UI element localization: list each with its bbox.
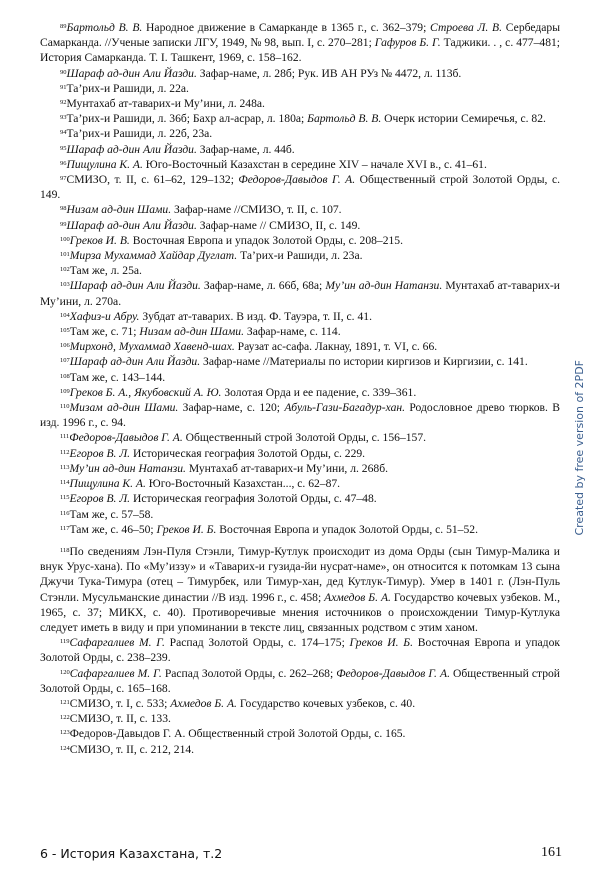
- footnote-95: [40, 142, 560, 157]
- footnote-108: [40, 370, 560, 385]
- citation-text: По сведениям Лэн-Пуля Стэнли, Тимур-Кутлук происходит из дома Орды (сын Тимур-Малика и внук Урус-хана). По «Му’иззу» и «Таварих-и гузида-йи нусрат-наме», он относится к потомкам 13 сына Джучи Тука-Тимура (отец – Тимурбек, или Тимур-хан, дед Кутлук-Тимур). Умер в 1401 г. (Лэн-Пуль Стэнли. Мусульманские династии //В изд. 1996 г., с. 458;: [40, 544, 560, 604]
- citation-text: Мунтахаб ат-таварих-и Му’ини, л. 268б.: [185, 461, 388, 475]
- citation-text: Восточная Европа и упадок Золотой Орды, с. 208–215.: [129, 233, 404, 247]
- citation-text: Зафар-наме // СМИЗО, II, с. 149.: [196, 218, 361, 232]
- author-citation: Шараф ад-дин Али Йазди.: [69, 279, 201, 293]
- citation-text: Историческая география Золотой Орды, с. 47–48.: [130, 492, 377, 506]
- footnote-120: [40, 666, 560, 696]
- footnote-97: [40, 172, 560, 202]
- footnote-number: 89: [60, 23, 67, 30]
- citation-text: Зафар-наме, л. 28б; Рук. ИВ АН РУз № 4472, л. 113б.: [196, 66, 462, 80]
- citation-text: СМИЗО, т. II, с. 133.: [69, 712, 171, 726]
- citation-text: Там же, л. 25а.: [69, 264, 142, 278]
- citation-text: Сербедары Самарканда. //Ученые записки ЛГУ, 1949, № 98, вып. I, с. 270–281;: [40, 21, 560, 50]
- author-citation: Хафиз-и Абру.: [69, 309, 140, 323]
- author-citation: Бартольд В. В.: [307, 112, 382, 126]
- footnote-number: 106: [60, 342, 70, 350]
- footnote-121: [40, 696, 560, 711]
- citation-text: Там же, с. 143–144.: [69, 370, 166, 384]
- citation-text: СМИЗО, т. I, с. 533;: [69, 696, 171, 710]
- footnote-123: [40, 726, 560, 741]
- citation-text: Зафар-наме, л. 66б, 68а;: [200, 279, 326, 293]
- citation-text: Распад Золотой Орды, с. 174–175;: [164, 636, 350, 650]
- footnote-93: [40, 111, 560, 126]
- footnote-number: 97: [60, 175, 67, 183]
- citation-text: Общественный строй Золотой Орды, с. 149.: [40, 173, 560, 202]
- footnote-124: [40, 742, 560, 757]
- author-citation: Мирза Мухаммад Хайдар Дуглат.: [69, 249, 238, 263]
- footnote-number: 108: [60, 372, 70, 380]
- citation-text: Очерк истории Семиречья, с. 82.: [381, 112, 546, 126]
- citation-text: Та’рих-и Рашиди, л. 36б; Бахр ал-асрар, л. 180а;: [66, 112, 308, 126]
- author-citation: Шараф ад-дин Али Йазди.: [66, 142, 197, 156]
- citation-text: Зафар-наме, с. 114.: [244, 325, 341, 339]
- citation-text: Федоров-Давыдов Г. А. Общественный строй Золотой Орды, с. 165.: [69, 727, 406, 741]
- footnote-92: [40, 96, 560, 111]
- footnote-102: [40, 263, 560, 278]
- author-citation: Бартольд В. В.: [66, 21, 143, 34]
- footnote-119: [40, 635, 560, 665]
- citation-text: Юго-Восточный Казахстан..., с. 62–87.: [145, 477, 341, 491]
- citation-text: Та’рих-и Рашиди, л. 22а.: [66, 81, 189, 95]
- footnote-99: [40, 218, 560, 233]
- citation-text: Там же, с. 71;: [69, 325, 140, 339]
- page-number: 161: [541, 845, 562, 860]
- footnote-number: 99: [60, 220, 67, 228]
- footnote-number: 107: [60, 357, 70, 365]
- citation-text: Родословное древо тюрков. В изд. 1996 г., с. 94.: [40, 401, 560, 430]
- footnote-104: [40, 309, 560, 324]
- footnote-number: 98: [60, 205, 67, 213]
- footnote-number: 91: [60, 83, 67, 91]
- footnote-94: [40, 126, 560, 141]
- footnote-number: 94: [60, 129, 67, 137]
- footnote-114: [40, 476, 560, 491]
- footnote-number: 90: [60, 68, 67, 76]
- citation-text: СМИЗО, т. II, с. 212, 214.: [69, 742, 195, 756]
- footnote-90: [40, 66, 560, 81]
- citation-text: Зафар-наме //Материалы по истории киргизов и Киргизии, с. 141.: [200, 355, 528, 369]
- author-citation: Мизам ад-дин Шами.: [69, 401, 179, 415]
- footnote-number: 120: [60, 668, 70, 676]
- footnote-number: 101: [60, 251, 70, 259]
- citation-text: Народное движение в Самарканде в 1365 г., с. 362–379;: [142, 21, 431, 34]
- citation-text: Зафар-наме, с. 120;: [178, 401, 285, 415]
- footnote-118: [40, 544, 560, 635]
- footnote-number: 124: [60, 744, 70, 752]
- author-citation: Пищулина К. А.: [69, 477, 146, 491]
- author-citation: Му’ин ад-дин Натанзи.: [69, 461, 186, 475]
- footnote-number: 110: [60, 403, 70, 411]
- footnote-117: [40, 522, 560, 537]
- author-citation: Федоров-Давыдов Г. А.: [69, 431, 183, 445]
- author-citation: Греков И. Б.: [349, 636, 414, 650]
- citation-text: Мунтахаб ат-таварих-и Му’ини, л. 270а.: [40, 279, 561, 308]
- citation-text: Там же, с. 46–50;: [69, 522, 157, 536]
- citation-text: Там же, с. 57–58.: [69, 507, 154, 521]
- footnotes-block: [40, 20, 560, 757]
- footnote-number: 111: [60, 433, 70, 441]
- author-citation: Сафаргалиев М. Г.: [69, 636, 165, 650]
- footnote-116: [40, 507, 560, 522]
- citation-text: Восточная Европа и упадок Золотой Орды, с. 51–52.: [216, 522, 478, 536]
- footnote-107: [40, 354, 560, 369]
- citation-text: Государство кочевых узбеков. М., 1965, с. 37; МИКХ, с. 40). Противоречивые мнения источников о происхождении Тимур-Кутлука следует иметь в виду и при упоминании в тексте лиц, связанных родством с этим ханом.: [40, 590, 560, 634]
- footnote-number: 96: [60, 159, 67, 167]
- citation-text: Зафар-наме, л. 44б.: [196, 142, 295, 156]
- author-citation: Шараф ад-дин Али Йазди.: [66, 218, 197, 232]
- author-citation: Шараф ад-дин Али Йазди.: [66, 66, 197, 80]
- author-citation: Греков И. Б.: [156, 522, 217, 536]
- footnote-110: [40, 400, 560, 430]
- author-citation: Мирхонд, Мухаммад Хавенд-шах.: [69, 340, 235, 354]
- author-citation: Егоров В. Л.: [69, 492, 131, 506]
- footnote-number: 123: [60, 729, 70, 737]
- footnote-number: 102: [60, 266, 70, 274]
- footnote-96: [40, 157, 560, 172]
- citation-text: Распад Золотой Орды, с. 262–268;: [161, 666, 337, 680]
- citation-text: Государство кочевых узбеков, с. 40.: [236, 696, 416, 710]
- footnote-89: [40, 20, 560, 66]
- running-footer: 6 - История Казахстана, т.2: [40, 846, 223, 861]
- footnote-98: [40, 202, 560, 217]
- author-citation: Ахмедов Б. А.: [324, 590, 391, 604]
- author-citation: Шараф ад-дин Али Йазди.: [69, 355, 201, 369]
- author-citation: Абуль-Гази-Багадур-хан.: [284, 401, 406, 415]
- footnote-113: [40, 461, 560, 476]
- footnote-number: 105: [60, 327, 70, 335]
- author-citation: Федоров-Давыдов Г. А.: [336, 666, 450, 680]
- footnote-122: [40, 711, 560, 726]
- footnote-number: 115: [60, 494, 70, 502]
- citation-text: Раузат ас-сафа. Лакнау, 1891, т. VI, с. 66.: [234, 340, 438, 354]
- footnote-109: [40, 385, 560, 400]
- author-citation: Му’ин ад-дин Натанзи.: [325, 279, 443, 293]
- author-citation: Ахмедов Б. А.: [170, 696, 237, 710]
- footnote-91: [40, 81, 560, 96]
- citation-text: СМИЗО, т. II, с. 61–62, 129–132;: [66, 173, 239, 187]
- footnote-number: 104: [60, 311, 70, 319]
- footnote-105: [40, 324, 560, 339]
- footnote-number: 93: [60, 114, 67, 122]
- citation-text: Историческая география Золотой Орды, с. 229.: [130, 446, 366, 460]
- citation-text: Мунтахаб ат-таварих-и Му’ини, л. 248а.: [66, 97, 265, 111]
- footnote-number: 114: [60, 479, 70, 487]
- footnote-101: [40, 248, 560, 263]
- citation-text: Та’рих-и Рашиди, л. 22б, 23а.: [66, 127, 213, 141]
- footnote-number: 113: [60, 463, 70, 471]
- watermark: Created by free version of 2PDF: [573, 360, 586, 536]
- author-citation: Греков И. В.: [69, 233, 130, 247]
- footnote-number: 119: [60, 638, 70, 646]
- footnote-number: 100: [60, 235, 70, 243]
- author-citation: Федоров-Давыдов Г. А.: [238, 173, 356, 187]
- footnote-number: 103: [60, 281, 70, 289]
- author-citation: Сафаргалиев М. Г.: [69, 666, 162, 680]
- author-citation: Греков Б. А., Якубовский А. Ю.: [69, 385, 222, 399]
- author-citation: Строева Л. В.: [430, 21, 503, 34]
- footnote-103: [40, 278, 560, 308]
- citation-text: Юго-Восточный Казахстан в середине XIV – начале XVI в., с. 41–61.: [142, 157, 487, 171]
- footnote-number: 109: [60, 387, 70, 395]
- footnote-115: [40, 491, 560, 506]
- citation-text: Та’рих-и Рашиди, л. 23а.: [237, 249, 363, 263]
- footnote-number: 116: [60, 509, 70, 517]
- author-citation: Низам ад-дин Шами.: [66, 203, 172, 217]
- footnote-106: [40, 339, 560, 354]
- footnote-112: [40, 446, 560, 461]
- footnote-number: 122: [60, 714, 70, 722]
- citation-text: Золотая Орда и ее падение, с. 339–361.: [221, 385, 417, 399]
- citation-text: Общественный строй Золотой Орды, с. 165–168.: [40, 666, 560, 695]
- footnote-number: 95: [60, 144, 67, 152]
- author-citation: Гафуров Б. Г.: [374, 36, 441, 50]
- footnote-number: 112: [60, 448, 70, 456]
- citation-text: Общественный строй Золотой Орды, с. 156–157.: [182, 431, 427, 445]
- citation-text: Зафар-наме //СМИЗО, т. II, с. 107.: [171, 203, 342, 217]
- citation-text: Восточная Европа и упадок Золотой Орды, с. 238–239.: [40, 636, 561, 665]
- footnote-100: [40, 233, 560, 248]
- author-citation: Пищулина К. А.: [66, 157, 143, 171]
- footnote-number: 92: [60, 99, 67, 107]
- footnote-number: 121: [60, 698, 70, 706]
- footnote-number: 117: [60, 524, 70, 532]
- author-citation: Егоров В. Л.: [69, 446, 131, 460]
- footnote-111: [40, 430, 560, 445]
- footnote-number: 118: [60, 546, 70, 554]
- footnotes-list-tail: [40, 635, 560, 757]
- citation-text: Таджики. . , с. 477–481; История Самарканда. Т. I. Ташкент, 1969, с. 158–162.: [40, 36, 561, 65]
- footnotes-list: [40, 20, 560, 537]
- citation-text: Зубдат ат-таварих. В изд. Ф. Тауэра, т. II, с. 41.: [139, 309, 372, 323]
- author-citation: Низам ад-дин Шами.: [139, 325, 244, 339]
